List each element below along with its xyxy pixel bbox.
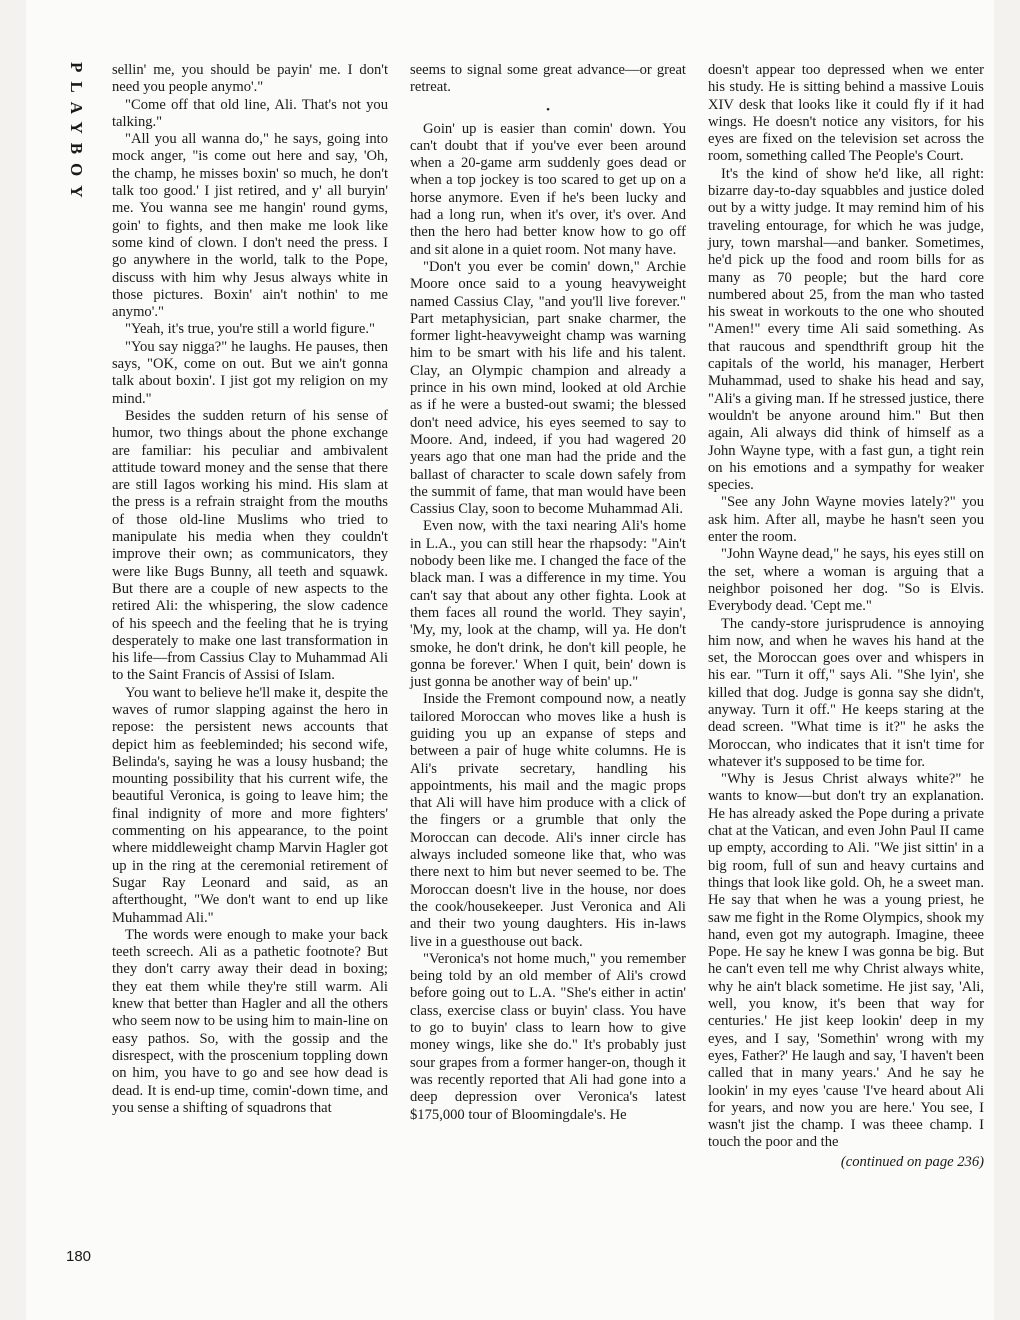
paragraph: It's the kind of show he'd like, all right: bizarre day-to-day squabbles and justice doled out by a witty judge. It may remind him of his traveling entourage, for which he was judge, jury, town marshal—and banker. Sometimes, he'd pick up the food and room bills for as many as 70 people; but the hard core numbered about 25, from the man who tasted his sweat in workouts to the one who shouted "Amen!" every time Ali said something. As that raucous and spendthrift group hit the capitals of the world, his manager, Herbert Muhammad, used to shake his head and say, "Ali's a giving man. If he stressed justice, there wouldn't be anyone around him." But then again, Ali always did think of himself as a John Wayne type, with a fast gun, a tight rein on his emotions and a sympathy for weaker species. bbox=[708, 165, 984, 494]
paragraph: Inside the Fremont compound now, a neatly tailored Moroccan who moves like a hush is guiding you up an expanse of steps and between a pair of huge white columns. He is Ali's private secretary, handling his appointments, his mail and the magic props that Ali will have him produce with a click of the fingers or a grumble that only the Moroccan can decode. Ali's inner circle has always included someone like that, who was there next to him but never seemed to be. The Moroccan doesn't live in the house, nor does the cook/housekeeper. Just Veronica and Ali and their two young daughters. His in-laws live in a guesthouse out back. bbox=[410, 691, 686, 950]
magazine-page bbox=[26, 0, 994, 1320]
paragraph: sellin' me, you should be payin' me. I don't need you people anymo'." bbox=[112, 62, 388, 96]
paragraph: Besides the sudden return of his sense of humor, two things about the phone exchange are familiar: his peculiar and ambivalent attitude toward money and the sense that there are still Iagos working his mind. His slam at the press is a refrain straight from the mouths of those old-line Muslims who tried to manipulate his media when they couldn't improve their own; as communicators, they were like Bugs Bunny, all teeth and squawk. But there are a couple of new aspects to the retired Ali: the whispering, the slow cadence of his speech and the feeling that he is trying desperately to make one last transformation in his life—from Cassius Clay to Muhammad Ali to the Saint Francis of Assisi of Islam. bbox=[112, 407, 388, 684]
article-column-2 bbox=[410, 62, 686, 1124]
page-number: 180 bbox=[66, 1248, 92, 1265]
paragraph: seems to signal some great advance—or great retreat. bbox=[410, 62, 686, 96]
paragraph: "All you all wanna do," he says, going into mock anger, "is come out here and say, 'Oh, the champ, he misses boxin' so much, he don't talk too good.' I jist retired, and y' all buryin' me. You wanna see me hangin' round gyms, goin' to fights, and then make me look like some kind of clown. I don't need the press. I go anywhere in the world, talk to the Pope, discuss with him why Jesus always white in those pictures. Boxin' ain't nothin' to me anymo'." bbox=[112, 131, 388, 321]
brand-name: PLAYBOY bbox=[67, 62, 86, 207]
paragraph: "Veronica's not home much," you remember being told by an old member of Ali's crowd before going out to L.A. "She's either in actin' class, exercise class or buyin' class. You have to go to buyin' class to learn how to give money wings, like she do." It's probably just sour grapes from a former hanger-on, though it was recently reported that Ali had gone into a deep depression over Veronica's latest $175,000 tour of Bloomingdale's. He bbox=[410, 950, 686, 1123]
paragraph: Even now, with the taxi nearing Ali's home in L.A., you can still hear the rhapsody: "Ain't nobody been like me. I changed the face of the black man. I was a difference in my time. You can't say that about any other fighta. Look at them faces all round the world. They sayin', 'My, my, look at the champ, will ya. He don't smoke, he don't drink, he don't kill people, he gonna be forever.' When I quit, bein' down is just gonna be another way of bein' up." bbox=[410, 518, 686, 691]
paragraph: Goin' up is easier than comin' down. You can't doubt that if you've ever been around when a 20-game arm suddenly goes dead or when a top jockey is too scared to get up on a horse anymore. Even if he's been lucky and had a long run, when it's over, it's over. And then the hero had better know how to go off and sit alone in a quiet room. Not many have. bbox=[410, 120, 686, 258]
paragraph: The candy-store jurisprudence is annoying him now, and when he waves his hand at the set, the Moroccan goes over and whispers in his ear. "Turn it off," says Ali. "She lyin', she killed that dog. Judge is gonna say she didn't, anyway. Turn it off." He keeps staring at the dead screen. "What time is it?" he asks the Moroccan, who indicates that it isn't time for whatever it's supposed to be time for. bbox=[708, 615, 984, 770]
paragraph: "Why is Jesus Christ always white?" he wants to know—but don't try an explanation. He has already asked the Pope during a private chat at the Vatican, and even John Paul II came up empty, according to Ali. "We jist sittin' in a big room, full of sun and heavy curtains and things that look like gold. Oh, he a sweet man. He say that when he was a young priest, he saw me fight in the Rome Olympics, shook my hand, even got my autograph. Imagine, theee Pope. He say he knew I was gonna be big. But he can't even tell me why Christ always white, why he ain't black sometime. He jist say, 'Ali, well, you know, it's been that way for centuries.' He jist keep lookin' deep in my eyes, and I say, 'Somethin' wrong with my eyes, Father?' He laugh and say, 'I haven't been called that in many years.' And he say he lookin' in my eyes 'cause 'I've heard about Ali for years, and now you are here.' You see, I wasn't jist the champ. I was theee champ. I touch the poor and the bbox=[708, 771, 984, 1151]
paragraph: "John Wayne dead," he says, his eyes still on the set, where a woman is arguing that a neighbor poisoned her dog. "So is Elvis. Everybody dead. 'Cept me." bbox=[708, 546, 984, 615]
paragraph: "Come off that old line, Ali. That's not you talking." bbox=[112, 96, 388, 130]
magazine-brand bbox=[64, 62, 94, 222]
paragraph: doesn't appear too depressed when we enter his study. He is sitting behind a massive Louis XIV desk that looks like it could fly if it had wings. He doesn't notice any visitors, for his eyes are fixed on the television set across the room, something called The People's Court. bbox=[708, 62, 984, 165]
paragraph: "Yeah, it's true, you're still a world figure." bbox=[125, 321, 375, 338]
continued-note: (continued on page 236) bbox=[840, 1153, 984, 1170]
article-column-3 bbox=[708, 62, 984, 1171]
paragraph: The words were enough to make your back teeth screech. Ali as a pathetic footnote? But they don't carry away their dead in boxing; they eat them while they're still warm. Ali knew that better than Hagler and all the others who seem now to be using him to main-line on easy pathos. So, with the gossip and the disrespect, with the proscenium toppling down on him, you have to go and see how dead is dead. It is end-up time, comin'-down time, and you sense a shifting of squadrons that bbox=[112, 926, 388, 1116]
article-column-1 bbox=[112, 62, 388, 1117]
paragraph: "Don't you ever be comin' down," Archie Moore once said to a young heavyweight named Cassius Clay, "and you'll live forever." Part metaphysician, part snake charmer, the former light-heavyweight champ was warning him to be smart with his life and his talent. Clay, an Olympic champion and already a prince in his own mind, looked at old Archie as if he were a busted-out swami; the blessed don't need advice, his eyes seemed to say to Moore. And, indeed, if you had wagered 20 years ago that one man had the pride and the ballast of character to scale down safely from the summit of fame, that man would have been Cassius Clay, soon to become Muhammad Ali. bbox=[410, 258, 686, 518]
section-break-bullet: • bbox=[546, 103, 550, 116]
paragraph: "You say nigga?" he laughs. He pauses, then says, "OK, come on out. But we ain't gonna talk about boxin'. I jist got my religion on my mind." bbox=[112, 338, 388, 407]
paragraph: You want to believe he'll make it, despite the waves of rumor slapping against the hero in repose: the persistent news accounts that depict him as feebleminded; his second wife, Belinda's, saying he was a lousy husband; the mounting possibility that his current wife, the beautiful Veronica, is going to leave him; the final indignity of more and more fighters' commenting on his appearance, to the point where middleweight champ Marvin Hagler got up in the ring at the ceremonial retirement of Sugar Ray Leonard and said, as an afterthought, "We don't want to end up like Muhammad Ali." bbox=[112, 684, 388, 926]
paragraph: "See any John Wayne movies lately?" you ask him. After all, maybe he hasn't seen you enter the room. bbox=[708, 494, 984, 546]
